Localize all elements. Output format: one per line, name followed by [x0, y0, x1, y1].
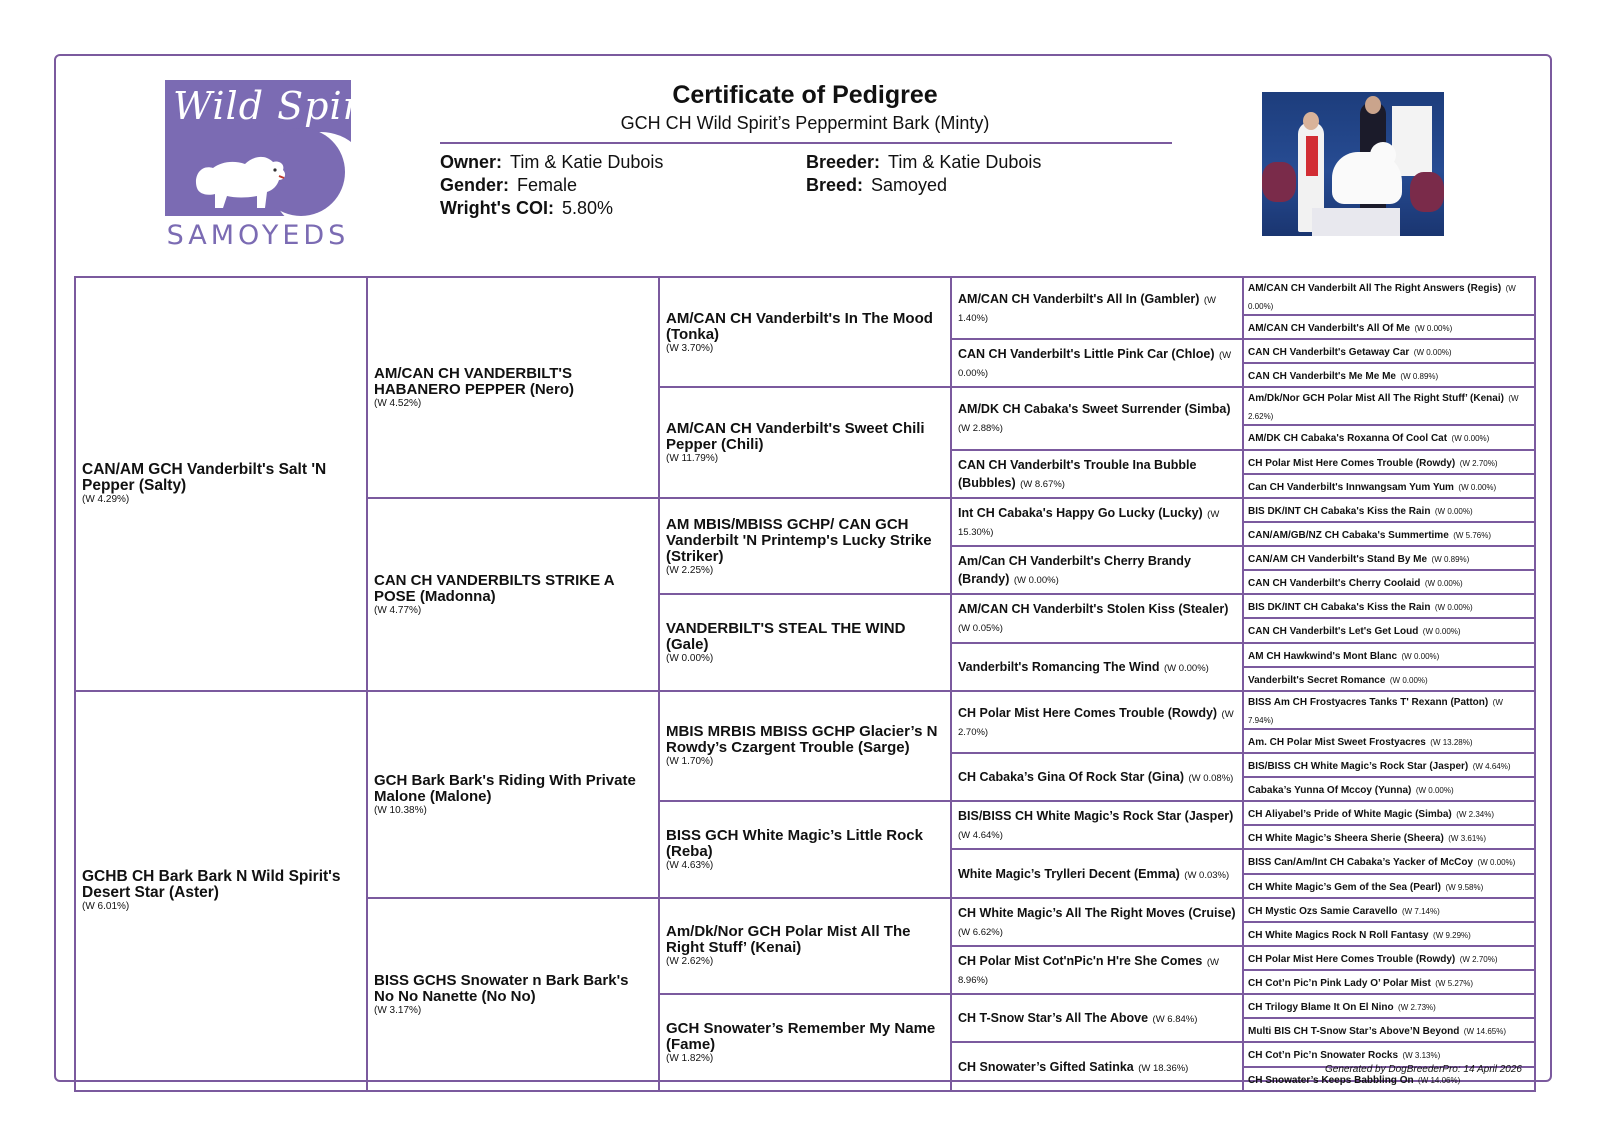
ancestor-name: BIS/BISS CH White Magic’s Rock Star (Jasper)	[958, 809, 1234, 824]
ancestor-gen4-5	[951, 498, 1243, 546]
owner-field	[440, 152, 663, 173]
show-photo	[1262, 92, 1444, 236]
ancestor-coi: (W 14.65%)	[1463, 1027, 1507, 1037]
kennel-logo	[165, 80, 392, 252]
ancestor-gen2-2	[367, 498, 659, 691]
logo-badge	[165, 80, 392, 216]
ancestor-coi: (W 0.00%)	[1013, 575, 1059, 587]
ancestor-coi: (W 0.00%)	[1413, 348, 1452, 358]
breeder-label: Breeder:	[806, 152, 881, 172]
ancestor-coi: (W 3.70%)	[666, 342, 714, 354]
ancestor-gen4-1	[951, 277, 1243, 339]
ancestor-name: Vanderbilt's Secret Romance	[1248, 674, 1386, 686]
photo-flowers-left	[1262, 162, 1296, 202]
ancestor-gen5-14	[1243, 618, 1535, 642]
ancestor-coi: (W 0.89%)	[1431, 555, 1470, 565]
gender-value: Female	[517, 175, 578, 195]
ancestor-name: GCHB CH Bark Bark N Wild Spirit's Desert Star (Aster)	[82, 868, 341, 902]
ancestor-gen5-7	[1243, 450, 1535, 474]
ancestor-name: BISS Can/Am/Int CH Cabaka’s Yacker of McCoy	[1248, 857, 1474, 869]
ancestor-coi: (W 0.00%)	[1389, 675, 1428, 685]
ancestor-coi: (W 2.34%)	[1456, 810, 1494, 820]
ancestor-name: AM MBIS/MBISS GCHP/ CAN GCH Vanderbilt 'N Printemp's Lucky Strike (Striker)	[666, 515, 932, 565]
ancestor-gen5-10	[1243, 522, 1535, 546]
ancestor-name: Multi BIS CH T-Snow Star’s Above’N Beyond	[1248, 1026, 1460, 1038]
ancestor-gen3-1	[659, 277, 951, 387]
ancestor-name: CAN CH Vanderbilt's Cherry Coolaid	[1248, 578, 1421, 590]
ancestor-gen5-22	[1243, 825, 1535, 849]
ancestor-coi: (W 8.96%)	[958, 957, 1219, 986]
ancestor-name: CAN CH Vanderbilt's Let's Get Loud	[1248, 626, 1419, 638]
ancestor-coi: (W 1.40%)	[958, 295, 1217, 325]
ancestor-gen4-8	[951, 643, 1243, 691]
ancestor-gen5-30	[1243, 1018, 1535, 1042]
ancestor-name: CH Polar Mist Here Comes Trouble (Rowdy)	[1248, 953, 1456, 965]
ancestor-gen4-9	[951, 691, 1243, 753]
ancestor-name: CAN CH VANDERBILTS STRIKE A POSE (Madonna)	[374, 571, 614, 605]
ancestor-name: Can CH Vanderbilt's Innwangsam Yum Yum	[1248, 481, 1454, 493]
ancestor-coi: (W 5.27%)	[1435, 979, 1474, 989]
ancestor-coi: (W 0.89%)	[1400, 372, 1439, 382]
ancestor-coi: (W 9.29%)	[1433, 930, 1471, 940]
ancestor-gen3-5	[659, 691, 951, 801]
ancestor-gen5-24	[1243, 874, 1535, 898]
ancestor-name: CH Mystic Ozs Samie Caravello	[1248, 905, 1398, 917]
ancestor-name: CH Cabaka’s Gina Of Rock Star (Gina)	[958, 770, 1184, 784]
breed-value: Samoyed	[871, 175, 948, 195]
ancestor-coi: (W 8.67%)	[1020, 478, 1065, 490]
breeder-value: Tim & Katie Dubois	[888, 152, 1042, 172]
ancestor-gen5-2	[1243, 315, 1535, 339]
ancestor-gen1-1	[75, 277, 367, 691]
ancestor-gen5-15	[1243, 643, 1535, 667]
ancestor-gen2-3	[367, 691, 659, 898]
ancestor-name: CH Polar Mist Cot'nPic'n H're She Comes	[958, 954, 1203, 968]
ancestor-coi: (W 9.58%)	[1445, 882, 1484, 892]
ancestor-name: AM/CAN CH Vanderbilt All The Right Answers (Regis)	[1248, 283, 1502, 294]
ancestor-coi: (W 5.76%)	[1453, 530, 1492, 540]
ancestor-name: CAN CH Vanderbilt's Little Pink Car (Chloe)	[958, 347, 1215, 362]
photo-ribbon	[1306, 136, 1318, 176]
ancestor-name: AM/CAN CH Vanderbilt's All Of Me	[1248, 323, 1411, 335]
logo-wordmark: SAMOYEDS	[166, 220, 350, 251]
ancestor-coi: (W 0.00%)	[1451, 434, 1490, 444]
certificate-title: Certificate of Pedigree	[672, 81, 938, 109]
ancestor-name: BISS Am CH Frostyacres Tanks T' Rexann (Patton)	[1248, 696, 1489, 708]
ancestor-name: CAN CH Vanderbilt's Me Me Me	[1248, 371, 1396, 383]
ancestor-name: CH White Magics Rock N Roll Fantasy	[1248, 929, 1429, 941]
ancestor-gen3-3	[659, 498, 951, 595]
photo-flowers-right	[1410, 172, 1444, 212]
ancestor-gen5-20	[1243, 777, 1535, 801]
ancestor-coi: (W 14.06%)	[1418, 1075, 1461, 1085]
dog-registered-name: GCH CH Wild Spirit’s Peppermint Bark (Minty)	[620, 113, 990, 133]
gender-label: Gender:	[440, 175, 510, 195]
ancestor-coi: (W 0.00%)	[1422, 627, 1461, 637]
ancestor-name: Cabaka’s Yunna Of Mccoy (Yunna)	[1248, 785, 1412, 797]
ancestor-coi: (W 0.00%)	[958, 350, 1232, 380]
ancestor-coi: (W 3.17%)	[374, 1004, 422, 1016]
ancestor-name: MBIS MRBIS MBISS GCHP Glacier’s N Rowdy’s Czargent Trouble (Sarge)	[666, 723, 938, 757]
photo-podium	[1312, 208, 1400, 236]
ancestor-coi: (W 10.38%)	[374, 804, 427, 816]
ancestor-coi: (W 0.00%)	[1477, 858, 1516, 868]
samoyed-silhouette-icon	[187, 142, 297, 212]
ancestor-gen1-2	[75, 691, 367, 1091]
ancestor-gen5-3	[1243, 339, 1535, 363]
ancestor-gen3-8	[659, 994, 951, 1091]
ancestor-gen4-12	[951, 849, 1243, 897]
ancestor-gen4-13	[951, 898, 1243, 946]
photo-samoyed-head	[1370, 142, 1396, 168]
owner-label: Owner:	[440, 152, 503, 172]
ancestor-name: CH Polar Mist Here Comes Trouble (Rowdy)	[958, 705, 1218, 720]
ancestor-gen2-4	[367, 898, 659, 1091]
ancestor-coi: (W 0.03%)	[1184, 869, 1230, 881]
ancestor-gen5-12	[1243, 570, 1535, 594]
ancestor-name: AM/CAN CH Vanderbilt's In The Mood (Tonka)	[666, 309, 933, 343]
ancestor-name: AM/DK CH Cabaka's Roxanna Of Cool Cat	[1248, 433, 1448, 445]
ancestor-name: CH Snowater’s Gifted Satinka	[958, 1059, 1134, 1074]
ancestor-coi: (W 6.62%)	[958, 926, 1003, 938]
ancestor-name: CAN/AM CH Vanderbilt's Stand By Me	[1248, 554, 1428, 566]
ancestor-name: CAN/AM GCH Vanderbilt's Salt 'N Pepper (Salty)	[82, 461, 327, 495]
ancestor-gen5-28	[1243, 970, 1535, 994]
ancestor-name: CH Trilogy Blame It On El Nino	[1248, 1002, 1394, 1014]
ancestor-gen5-16	[1243, 667, 1535, 691]
ancestor-coi: (W 11.79%)	[666, 453, 719, 465]
ancestor-coi: (W 0.00%)	[666, 653, 714, 664]
ancestor-name: AM/DK CH Cabaka's Sweet Surrender (Simba)	[958, 402, 1231, 417]
ancestor-coi: (W 4.64%)	[958, 830, 1003, 842]
owner-value: Tim & Katie Dubois	[510, 152, 664, 172]
pedigree-row	[75, 277, 1535, 315]
ancestor-gen3-2	[659, 387, 951, 497]
ancestor-gen5-17	[1243, 691, 1535, 729]
ancestor-name: BIS/BISS CH White Magic’s Rock Star (Jasper)	[1248, 760, 1469, 772]
coi-value: 5.80%	[561, 198, 613, 218]
ancestor-name: AM/CAN CH Vanderbilt's All In (Gambler)	[958, 292, 1200, 307]
ancestor-name: BISS GCH White Magic’s Little Rock (Reba)	[666, 826, 923, 860]
ancestor-gen5-18	[1243, 729, 1535, 753]
ancestor-name: CH Polar Mist Here Comes Trouble (Rowdy)	[1248, 457, 1456, 469]
ancestor-name: CH White Magic’s All The Right Moves (Cruise)	[958, 905, 1236, 920]
ancestor-gen4-10	[951, 753, 1243, 801]
ancestor-gen5-19	[1243, 753, 1535, 777]
coi-label: Wright's COI:	[440, 198, 554, 218]
ancestor-name: Int CH Cabaka's Happy Go Lucky (Lucky)	[958, 505, 1203, 520]
ancestor-gen5-4	[1243, 363, 1535, 387]
logo-script-text: Wild Spirit	[173, 84, 392, 128]
ancestor-coi: (W 0.00%)	[1401, 651, 1440, 661]
ancestor-coi: (W 2.25%)	[666, 564, 714, 576]
ancestor-name: Vanderbilt's Romancing The Wind	[958, 659, 1160, 674]
ancestor-coi: (W 4.63%)	[666, 859, 714, 871]
ancestor-gen4-4	[951, 450, 1243, 498]
ancestor-coi: (W 0.00%)	[1414, 324, 1453, 334]
gender-field	[440, 175, 577, 196]
ancestor-name: GCH Snowater’s Remember My Name (Fame)	[666, 1019, 936, 1053]
ancestor-gen5-23	[1243, 849, 1535, 873]
ancestor-name: Am/Dk/Nor GCH Polar Mist All The Right Stuff’ (Kenai)	[666, 923, 911, 957]
ancestor-gen5-31	[1243, 1042, 1535, 1066]
breed-label: Breed:	[806, 175, 864, 195]
ancestor-name: AM CH Hawkwind's Mont Blanc	[1248, 650, 1398, 662]
ancestor-name: CH White Magic’s Gem of the Sea (Pearl)	[1248, 881, 1442, 893]
ancestor-name: CAN CH Vanderbilt's Getaway Car	[1248, 347, 1410, 359]
ancestor-name: White Magic’s Trylleri Decent (Emma)	[958, 866, 1180, 881]
ancestor-coi: (W 7.94%)	[1248, 697, 1503, 725]
ancestor-coi: (W 0.00%)	[1248, 284, 1516, 311]
ancestor-coi: (W 1.82%)	[666, 1052, 714, 1064]
ancestor-gen4-6	[951, 546, 1243, 594]
ancestor-name: BIS DK/INT CH Cabaka's Kiss the Rain	[1248, 602, 1431, 614]
ancestor-coi: (W 0.05%)	[958, 623, 1003, 635]
breed-field	[806, 175, 947, 196]
ancestor-coi: (W 2.73%)	[1398, 1003, 1436, 1013]
ancestor-coi: (W 6.84%)	[1152, 1014, 1198, 1026]
ancestor-gen5-11	[1243, 546, 1535, 570]
ancestor-coi: (W 18.36%)	[1138, 1062, 1189, 1074]
ancestor-coi: (W 4.29%)	[82, 494, 130, 506]
ancestor-gen3-4	[659, 594, 951, 691]
ancestor-name: CH Aliyabel’s Pride of White Magic (Simba)	[1248, 809, 1452, 821]
ancestor-name: VANDERBILT'S STEAL THE WIND (Gale)	[666, 620, 906, 653]
ancestor-name: CH Cot’n Pic’n Pink Lady O’ Polar Mist	[1248, 978, 1431, 990]
ancestor-coi: (W 0.00%)	[1163, 662, 1209, 674]
ancestor-gen5-27	[1243, 946, 1535, 970]
ancestor-name: Am. CH Polar Mist Sweet Frostyacres	[1248, 736, 1426, 748]
header-divider	[440, 142, 1172, 144]
ancestor-gen5-1	[1243, 277, 1535, 315]
ancestor-coi: (W 2.62%)	[666, 956, 714, 968]
ancestor-gen4-3	[951, 387, 1243, 449]
ancestor-name: CH T-Snow Star’s All The Above	[958, 1011, 1149, 1026]
generated-footer: Generated by DogBreederPro: 14 April 2026	[1325, 1064, 1522, 1075]
ancestor-gen5-5	[1243, 387, 1535, 425]
ancestor-name: CAN/AM/GB/NZ CH Cabaka's Summertime	[1248, 529, 1449, 541]
ancestor-coi: (W 1.70%)	[666, 756, 714, 768]
coi-field	[440, 198, 613, 219]
ancestor-coi: (W 3.13%)	[1402, 1051, 1441, 1061]
ancestor-gen2-1	[367, 277, 659, 498]
photo-club-banner	[1392, 106, 1432, 176]
ancestor-gen4-2	[951, 339, 1243, 387]
ancestor-coi: (W 0.00%)	[1434, 506, 1473, 516]
ancestor-coi: (W 0.00%)	[1415, 786, 1454, 796]
ancestor-coi: (W 3.61%)	[1448, 834, 1487, 844]
photo-handler-head	[1303, 112, 1319, 130]
pedigree-row	[75, 691, 1535, 729]
ancestor-coi: (W 4.64%)	[1472, 761, 1511, 771]
ancestor-gen4-14	[951, 946, 1243, 994]
ancestor-gen4-11	[951, 801, 1243, 849]
ancestor-coi: (W 4.52%)	[374, 397, 422, 409]
ancestor-gen3-7	[659, 898, 951, 995]
ancestor-coi: (W 15.30%)	[958, 508, 1220, 538]
ancestor-gen3-6	[659, 801, 951, 898]
ancestor-coi: (W 2.70%)	[1459, 954, 1498, 964]
ancestor-gen5-25	[1243, 898, 1535, 922]
ancestor-gen5-6	[1243, 425, 1535, 449]
ancestor-gen5-9	[1243, 498, 1535, 522]
ancestor-name: BIS DK/INT CH Cabaka's Kiss the Rain	[1248, 505, 1431, 517]
photo-judge-head	[1365, 96, 1381, 114]
ancestor-gen5-8	[1243, 474, 1535, 498]
ancestor-name: AM/CAN CH VANDERBILT'S HABANERO PEPPER (Nero)	[374, 364, 575, 398]
ancestor-coi: (W 0.08%)	[1188, 773, 1234, 784]
ancestor-coi: (W 0.00%)	[1434, 603, 1473, 613]
ancestor-coi: (W 6.01%)	[82, 901, 130, 913]
ancestor-coi: (W 2.70%)	[958, 708, 1234, 738]
breeder-field	[806, 152, 1041, 173]
ancestor-gen5-21	[1243, 801, 1535, 825]
ancestor-gen4-15	[951, 994, 1243, 1042]
pedigree-table	[74, 276, 1536, 1092]
ancestor-coi: (W 13.28%)	[1430, 737, 1473, 747]
ancestor-gen5-13	[1243, 594, 1535, 618]
ancestor-name: AM/CAN CH Vanderbilt's Stolen Kiss (Stealer)	[958, 602, 1229, 617]
ancestor-gen4-16	[951, 1042, 1243, 1090]
ancestor-gen4-7	[951, 594, 1243, 642]
ancestor-coi: (W 2.70%)	[1459, 458, 1498, 468]
ancestor-coi: (W 7.14%)	[1401, 906, 1440, 916]
ancestor-name: AM/CAN CH Vanderbilt's Sweet Chili Pepper (Chili)	[666, 420, 925, 454]
ancestor-name: Am/Dk/Nor GCH Polar Mist All The Right Stuff’ (Kenai)	[1248, 393, 1504, 405]
ancestor-name: GCH Bark Bark's Riding With Private Malone (Malone)	[374, 771, 636, 805]
ancestor-name: CAN CH Vanderbilt's Trouble Ina Bubble (Bubbles)	[958, 457, 1197, 490]
ancestor-name: CH Cot’n Pic’n Snowater Rocks	[1248, 1050, 1399, 1062]
ancestor-coi: (W 2.62%)	[1248, 394, 1519, 422]
ancestor-gen5-29	[1243, 994, 1535, 1018]
ancestor-coi: (W 0.00%)	[1458, 482, 1497, 492]
ancestor-coi: (W 4.77%)	[374, 604, 422, 616]
ancestor-coi: (W 2.88%)	[958, 423, 1003, 435]
ancestor-name: Am/Can CH Vanderbilt's Cherry Brandy (Brandy)	[958, 554, 1191, 587]
ancestor-name: BISS GCHS Snowater n Bark Bark's No No Nanette (No No)	[374, 971, 629, 1005]
ancestor-name: CH Snowater’s Keeps Babbling On	[1248, 1074, 1414, 1086]
ancestor-gen5-26	[1243, 922, 1535, 946]
ancestor-name: CH White Magic’s Sheera Sherie (Sheera)	[1248, 833, 1444, 845]
ancestor-coi: (W 0.00%)	[1424, 579, 1463, 589]
